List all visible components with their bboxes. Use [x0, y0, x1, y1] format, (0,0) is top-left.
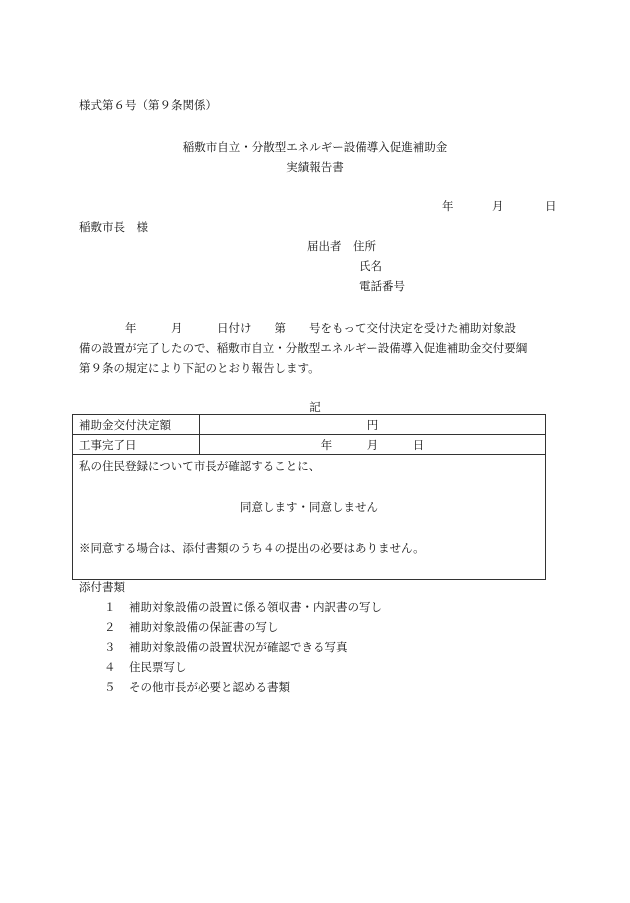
- table-row: [73, 415, 546, 435]
- grant-amount-label: 補助金交付決定額: [73, 415, 200, 435]
- list-item: ５ その他市長が必要と認める書類: [104, 680, 290, 694]
- report-table: [72, 414, 546, 580]
- attachments-list: [104, 599, 382, 699]
- report-date: [442, 198, 557, 214]
- grant-amount-value[interactable]: 円: [200, 415, 546, 435]
- consent-note: ※同意する場合は、添付書類のうち４の提出の必要はありません。: [79, 541, 425, 555]
- body-line: 年 月 日付け 第 号をもって交付決定を受けた補助対象設: [79, 321, 516, 335]
- date-day: 日: [545, 199, 557, 213]
- list-item: ２ 補助対象設備の保証書の写し: [104, 620, 279, 634]
- completion-date-value[interactable]: 年 月 日: [200, 435, 546, 455]
- completion-date-label: 工事完了日: [73, 435, 200, 455]
- date-year: 年: [442, 199, 454, 213]
- body-line: 第９条の規定により下記のとおり報告します。: [79, 361, 320, 375]
- table-row: [73, 435, 546, 455]
- ki-heading: 記: [309, 400, 321, 414]
- consent-cell: [73, 455, 546, 580]
- report-body: [79, 318, 549, 378]
- document-title: 稲敷市自立・分散型エネルギー設備導入促進補助金: [182, 140, 448, 154]
- table-row: [73, 455, 546, 580]
- body-line: 備の設置が完了したので、稲敷市自立・分散型エネルギー設備導入促進補助金交付要綱: [79, 341, 528, 355]
- applicant-address-label: 届出者 住所: [307, 239, 376, 253]
- consent-question: 私の住民登録について市長が確認することに、: [79, 459, 321, 473]
- applicant-phone-label: 電話番号: [359, 279, 405, 293]
- form-number: 様式第６号（第９条関係）: [79, 98, 217, 112]
- applicant-name-label: 氏名: [359, 259, 382, 273]
- list-item: ３ 補助対象設備の設置状況が確認できる写真: [104, 640, 348, 654]
- list-item: ４ 住民票写し: [104, 660, 187, 674]
- document-subtitle: 実績報告書: [286, 160, 344, 174]
- date-month: 月: [492, 199, 504, 213]
- attachments-title: 添付書類: [79, 580, 125, 594]
- addressee: 稲敷市長 様: [79, 220, 148, 234]
- consent-options[interactable]: 同意します・同意しません: [240, 500, 378, 514]
- list-item: １ 補助対象設備の設置に係る領収書・内訳書の写し: [104, 600, 382, 614]
